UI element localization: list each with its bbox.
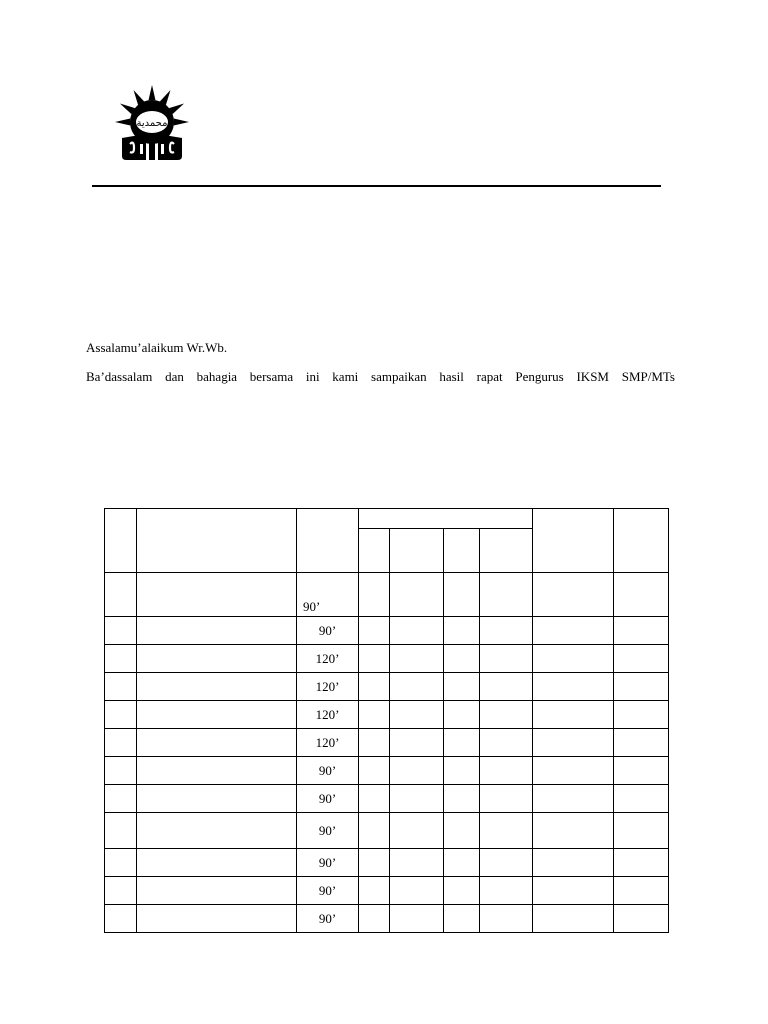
empty-cell (105, 813, 137, 849)
duration-cell: 120’ (297, 645, 359, 673)
empty-cell (359, 573, 390, 617)
empty-cell (444, 645, 480, 673)
empty-cell (533, 673, 614, 701)
table-row (105, 701, 669, 729)
empty-cell (444, 905, 480, 933)
empty-cell (480, 785, 533, 813)
empty-cell (105, 617, 137, 645)
empty-cell (614, 673, 669, 701)
empty-cell (480, 617, 533, 645)
empty-cell (105, 849, 137, 877)
empty-cell (390, 905, 444, 933)
empty-cell (137, 785, 297, 813)
table-row (105, 645, 669, 673)
empty-cell (390, 573, 444, 617)
empty-cell (480, 757, 533, 785)
empty-cell (359, 785, 390, 813)
empty-cell (359, 729, 390, 757)
empty-cell (390, 617, 444, 645)
table-header-row (105, 509, 669, 529)
empty-cell (614, 757, 669, 785)
empty-cell (444, 757, 480, 785)
empty-cell (390, 785, 444, 813)
table-row (105, 877, 669, 905)
table-row (105, 905, 669, 933)
table-row (105, 785, 669, 813)
empty-cell (137, 877, 297, 905)
empty-cell (137, 729, 297, 757)
empty-cell (614, 905, 669, 933)
empty-cell (533, 645, 614, 673)
empty-cell (359, 905, 390, 933)
empty-cell (614, 729, 669, 757)
empty-cell (444, 729, 480, 757)
duration-cell: 90’ (297, 905, 359, 933)
table-row (105, 757, 669, 785)
empty-cell (614, 877, 669, 905)
empty-cell (614, 573, 669, 617)
empty-cell (480, 813, 533, 849)
empty-cell (390, 813, 444, 849)
empty-cell (105, 673, 137, 701)
empty-cell (444, 673, 480, 701)
empty-cell (359, 617, 390, 645)
table-row (105, 729, 669, 757)
empty-cell (137, 645, 297, 673)
duration-cell: 90’ (297, 617, 359, 645)
empty-cell (137, 617, 297, 645)
empty-cell (359, 877, 390, 905)
empty-cell (359, 849, 390, 877)
duration-cell: 120’ (297, 729, 359, 757)
empty-cell (480, 673, 533, 701)
empty-cell (137, 757, 297, 785)
empty-cell (614, 785, 669, 813)
empty-cell (614, 813, 669, 849)
empty-cell (105, 701, 137, 729)
subheader-cell (444, 529, 480, 573)
empty-cell (137, 573, 297, 617)
empty-cell (390, 645, 444, 673)
empty-cell (105, 785, 137, 813)
subheader-cell (390, 529, 444, 573)
empty-cell (359, 701, 390, 729)
empty-cell (480, 849, 533, 877)
empty-cell (105, 757, 137, 785)
empty-cell (480, 877, 533, 905)
opening-paragraph: Ba’dassalam dan bahagia bersama ini kami sampaikan hasil rapat Pengurus IKSM SMP/MTs (86, 369, 675, 384)
muhammadiyah-logo (104, 84, 200, 164)
header-cell (137, 509, 297, 573)
empty-cell (444, 849, 480, 877)
empty-cell (390, 877, 444, 905)
schedule-table (104, 508, 669, 933)
duration-cell: 120’ (297, 673, 359, 701)
duration-cell: 90’ (297, 877, 359, 905)
empty-cell (105, 877, 137, 905)
header-cell (614, 509, 669, 573)
empty-cell (390, 757, 444, 785)
empty-cell (137, 905, 297, 933)
empty-cell (480, 905, 533, 933)
letterhead-divider (92, 185, 661, 187)
empty-cell (137, 673, 297, 701)
empty-cell (359, 673, 390, 701)
empty-cell (533, 729, 614, 757)
empty-cell (480, 729, 533, 757)
empty-cell (359, 757, 390, 785)
greeting-text: Assalamu’alaikum Wr.Wb. (86, 340, 228, 355)
table-row (105, 617, 669, 645)
empty-cell (533, 877, 614, 905)
empty-cell (614, 617, 669, 645)
empty-cell (390, 701, 444, 729)
empty-cell (359, 813, 390, 849)
empty-cell (614, 701, 669, 729)
empty-cell (480, 645, 533, 673)
empty-cell (533, 757, 614, 785)
empty-cell (533, 785, 614, 813)
table-row (105, 849, 669, 877)
empty-cell (614, 849, 669, 877)
empty-cell (444, 573, 480, 617)
empty-cell (444, 785, 480, 813)
empty-cell (614, 645, 669, 673)
header-cell (297, 509, 359, 573)
duration-cell: 90’ (297, 757, 359, 785)
subheader-cell (359, 529, 390, 573)
empty-cell (533, 813, 614, 849)
duration-cell: 120’ (297, 701, 359, 729)
empty-cell (105, 573, 137, 617)
table-row (105, 813, 669, 849)
empty-cell (359, 645, 390, 673)
duration-cell: 90’ (297, 849, 359, 877)
empty-cell (533, 701, 614, 729)
empty-cell (444, 813, 480, 849)
logo-arabic-text: محمدية (136, 118, 168, 129)
empty-cell (533, 573, 614, 617)
empty-cell (480, 573, 533, 617)
empty-cell (137, 849, 297, 877)
empty-cell (533, 849, 614, 877)
empty-cell (480, 701, 533, 729)
empty-cell (390, 729, 444, 757)
empty-cell (444, 877, 480, 905)
empty-cell (105, 645, 137, 673)
empty-cell (533, 617, 614, 645)
empty-cell (105, 729, 137, 757)
empty-cell (105, 905, 137, 933)
duration-cell: 90’ (297, 785, 359, 813)
empty-cell (444, 617, 480, 645)
header-group-cell (359, 509, 533, 529)
empty-cell (444, 701, 480, 729)
empty-cell (533, 905, 614, 933)
sun-emblem-icon (104, 84, 200, 164)
duration-cell: 90’ (297, 813, 359, 849)
empty-cell (137, 701, 297, 729)
header-cell (105, 509, 137, 573)
header-cell (533, 509, 614, 573)
empty-cell (390, 849, 444, 877)
table-row (105, 673, 669, 701)
table-row (105, 573, 669, 617)
subheader-cell (480, 529, 533, 573)
empty-cell (390, 673, 444, 701)
empty-cell (137, 813, 297, 849)
duration-cell: 90’ (297, 573, 359, 617)
